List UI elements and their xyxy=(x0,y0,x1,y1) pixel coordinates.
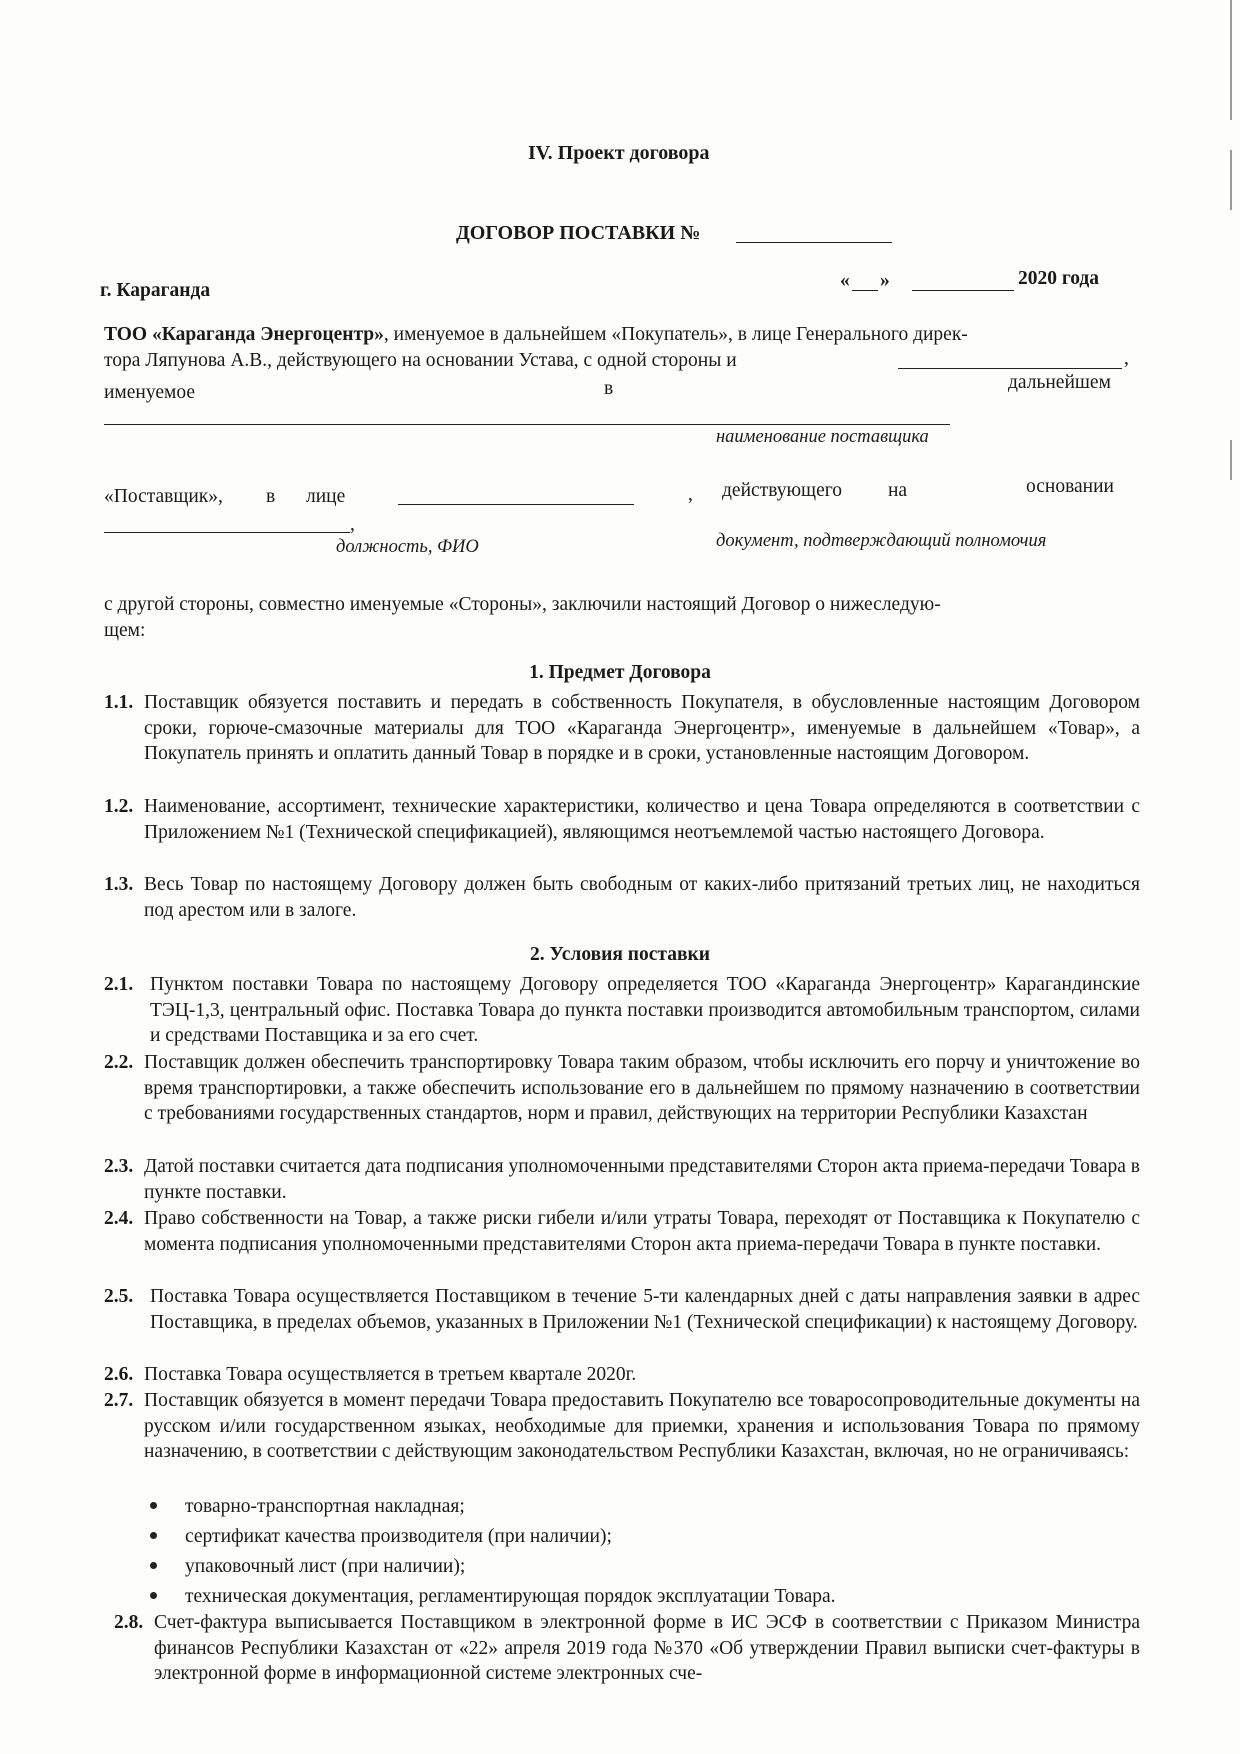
clause-2-5 xyxy=(104,1284,1140,1335)
document-list-item xyxy=(150,1494,465,1520)
parties-line-1 xyxy=(104,322,1124,348)
document-list-text: товарно-транспортная накладная; xyxy=(185,1496,465,1517)
clause-text: Право собственности на Товар, а также риски гибели и/или утраты Товара, переходят от Поставщика к Покупателю с момента подписания уполномоченными представителями Сторон акта приема-передачи Товара в пункте поставки. xyxy=(144,1208,1140,1255)
clause-number: 2.8. xyxy=(114,1612,144,1633)
section-title: IV. Проект договора xyxy=(528,142,710,164)
bullet-icon xyxy=(150,1592,157,1599)
clause-number: 2.5. xyxy=(104,1286,134,1307)
clause-text: Весь Товар по настоящему Договору должен быть свободным от каких-либо притязаний третьих лиц, не находиться под арестом или в залоге. xyxy=(144,874,1140,921)
section-1-title: 1. Предмет Договора xyxy=(529,662,711,683)
scan-edge-mark xyxy=(1230,440,1232,480)
clause-number: 1.3. xyxy=(104,874,134,895)
clause-number: 2.4. xyxy=(104,1208,134,1229)
document-list-text: упаковочный лист (при наличии); xyxy=(185,1556,466,1577)
date-quote-close: » xyxy=(880,270,890,291)
bullet-icon xyxy=(150,1532,157,1539)
parties-word-acting: действующего xyxy=(722,480,842,501)
date-day-blank xyxy=(852,290,878,291)
document-list-item xyxy=(150,1584,836,1610)
parties-word-on: на xyxy=(888,480,908,501)
parties-line-1-text: , именуемое в дальнейшем «Покупатель», в лице Генерального дирек- xyxy=(383,324,968,345)
document-list-item xyxy=(150,1554,465,1580)
clause-number: 1.1. xyxy=(104,692,134,713)
parties-word-basis: основании xyxy=(1026,476,1114,497)
clause-text: Счет-фактура выписывается Поставщиком в электронной форме в ИС ЭСФ в соответствии с Приказом Министра финансов Республики Казахстан от «22» апреля 2019 года №370 «Об утверждении Правил выписки счет-фактуры в электронной форме в информационной системе электронных сче- xyxy=(154,1612,1140,1685)
caption-supplier-name: наименование поставщика xyxy=(716,427,929,447)
parties-word-supplier: «Поставщик», xyxy=(104,486,223,507)
scan-edge-mark xyxy=(1230,150,1232,210)
buyer-name: ТОО «Караганда Энергоцентр» xyxy=(104,324,384,345)
clause-number: 2.3. xyxy=(104,1156,134,1177)
clause-1-1 xyxy=(104,690,1140,767)
parties-line-3-right: дальнейшем xyxy=(1008,372,1111,393)
date-year: 2020 года xyxy=(1018,268,1100,289)
parties-line-3-mid: в xyxy=(604,378,614,399)
clause-1-2 xyxy=(104,794,1140,845)
parties-line-3-left: именуемое xyxy=(104,382,195,403)
contract-number-blank xyxy=(736,242,892,243)
clause-number: 2.2. xyxy=(104,1052,134,1073)
clause-number: 2.1. xyxy=(104,974,134,995)
clause-2-1 xyxy=(104,972,1140,1049)
clause-2-2 xyxy=(104,1050,1140,1127)
date-quote-open: « xyxy=(840,270,850,291)
basis-document-blank xyxy=(104,532,350,533)
document-list-text: техническая документация, регламентирующая порядок эксплуатации Товара. xyxy=(185,1586,836,1607)
parties-word-face: лице xyxy=(306,486,346,507)
clause-text: Поставщик должен обеспечить транспортировку Товара таким образом, чтобы исключить его порчу и уничтожение во время транспортировки, а также обеспечить использование его в дальнейшем по прямому назначению в соответствии с требованиями государственных стандартов, норм и правил, действующих на территории Республики Казахстан xyxy=(144,1052,1140,1125)
contract-title: ДОГОВОР ПОСТАВКИ № xyxy=(456,222,701,244)
representative-blank xyxy=(398,504,634,505)
caption-position: должность, ФИО xyxy=(336,537,479,557)
bullet-icon xyxy=(150,1502,157,1509)
clause-text: Поставка Товара осуществляется в третьем квартале 2020г. xyxy=(144,1364,637,1385)
caption-authority-document: документ, подтверждающий полномочия xyxy=(716,531,1047,551)
parties-closing-line-2: щем: xyxy=(104,620,146,641)
clause-number: 1.2. xyxy=(104,796,134,817)
bullet-icon xyxy=(150,1562,157,1569)
supplier-name-blank-1 xyxy=(898,368,1122,369)
clause-text: Наименование, ассортимент, технические характеристики, количество и цена Товара определяются в соответствии с Приложением №1 (Технической спецификацией), являющимся неотъемлемой частью настоящего Договора. xyxy=(144,796,1140,843)
document-list-item xyxy=(150,1524,612,1550)
clause-1-3 xyxy=(104,872,1140,923)
section-2-title: 2. Условия поставки xyxy=(530,944,710,965)
scan-edge-mark xyxy=(1230,0,1232,120)
clause-text: Датой поставки считается дата подписания уполномоченными представителями Сторон акта приема-передачи Товара в пункте поставки. xyxy=(144,1156,1140,1203)
clause-number: 2.7. xyxy=(104,1390,134,1411)
document-list-text: сертификат качества производителя (при наличии); xyxy=(185,1526,612,1547)
parties-word-v: в xyxy=(266,486,276,507)
city: г. Караганда xyxy=(100,280,211,301)
parties-comma: , xyxy=(1124,348,1129,369)
clause-text: Пунктом поставки Товара по настоящему Договору определяется ТОО «Караганда Энергоцентр» Карагандинские ТЭЦ-1,3, центральный офис. Поставка Товара до пункта поставки производится автомобильным транспортом, силами и средствами Поставщика и за его счет. xyxy=(150,974,1140,1047)
clause-text: Поставщик обязуется в момент передачи Товара предоставить Покупателю все товаросопроводительные документы на русском и/или государственном языках, необходимые для приемки, хранения и использования Товара по прямому назначению, в соответствии с действующим законодательством Республики Казахстан, включая, но не ограничиваясь: xyxy=(144,1390,1140,1463)
clause-text: Поставка Товара осуществляется Поставщиком в течение 5-ти календарных дней с даты направления заявки в адрес Поставщика, в пределах объемов, указанных в Приложении №1 (Технической спецификации) к настоящему Договору. xyxy=(150,1286,1140,1333)
parties-line-2: тора Ляпунова А.В., действующего на основании Устава, с одной стороны и xyxy=(104,350,737,371)
date-month-blank xyxy=(912,290,1014,291)
parties-comma-3: , xyxy=(350,514,355,535)
clause-2-6 xyxy=(104,1362,1140,1388)
clause-2-8 xyxy=(114,1610,1140,1687)
parties-comma-2: , xyxy=(688,484,693,505)
clause-number: 2.6. xyxy=(104,1364,134,1385)
clause-2-3 xyxy=(104,1154,1140,1205)
clause-2-4 xyxy=(104,1206,1140,1257)
clause-text: Поставщик обязуется поставить и передать в собственность Покупателя, в обусловленные настоящим Договором сроки, горюче-смазочные материалы для ТОО «Караганда Энергоцентр», именуемые в дальнейшем «Товар», а Покупатель принять и оплатить данный Товар в порядке и в сроки, установленные настоящим Договором. xyxy=(144,692,1140,765)
parties-closing-line-1: с другой стороны, совместно именуемые «Стороны», заключили настоящий Договор о нижеследую- xyxy=(104,594,941,615)
clause-2-7 xyxy=(104,1388,1140,1465)
